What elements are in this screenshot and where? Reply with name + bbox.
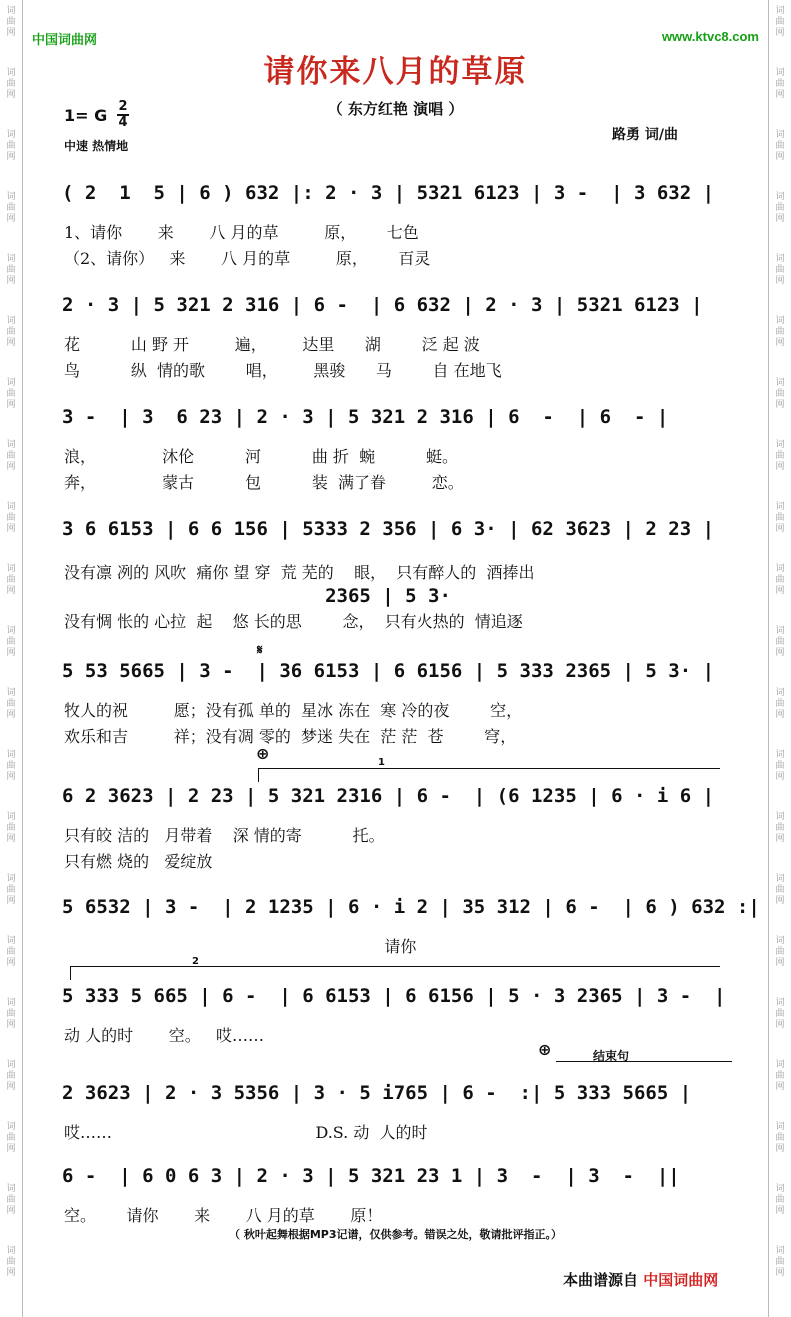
volta-2-bracket-edge xyxy=(70,966,71,980)
notation-row: 6 - | 6 0 6 3 | 2 · 3 | 5 321 23 1 | 3 - | 3 - || xyxy=(62,1165,680,1187)
watermark-text: 词 曲 网 xyxy=(775,936,785,968)
volta-1-bracket-edge xyxy=(258,768,259,782)
source-credit-text: 本曲谱源自 xyxy=(563,1271,639,1289)
watermark-text: 词 曲 网 xyxy=(6,378,16,410)
lyric-line: 鸟 纵 情的歌 唱， 黑骏 马 自 在地飞 xyxy=(64,361,502,380)
time-signature-top: 2 xyxy=(118,99,128,114)
song-title: 请你来八月的草原 xyxy=(263,54,528,90)
watermark-text: 词 曲 网 xyxy=(775,68,785,100)
lyric-line: 没有惆 怅的 心拉 起 悠 长的思 念， 只有火热的 情追逐 xyxy=(64,612,523,631)
source-credit-site[interactable]: 中国词曲网 xyxy=(643,1271,719,1289)
coda-sign-end-icon: ⊕ xyxy=(538,1040,552,1059)
watermark-text: 词 曲 网 xyxy=(6,6,16,38)
site-url-right[interactable]: www.ktvc8.com xyxy=(661,29,759,44)
watermark-text: 词 曲 网 xyxy=(6,316,16,348)
watermark-text: 词 曲 网 xyxy=(775,1060,785,1092)
watermark-text: 词 曲 网 xyxy=(6,688,16,720)
site-logo-left[interactable]: 中国词曲网 xyxy=(32,33,98,48)
watermark-text: 词 曲 网 xyxy=(775,812,785,844)
watermark-text: 词 曲 网 xyxy=(775,564,785,596)
transcription-note: （ 秋叶起舞根据MP3记谱，仅供参考。错误之处，敬请批评指正。） xyxy=(229,1228,562,1241)
lyric-line: 空。 请你 来 八 月的草 原！ xyxy=(64,1206,383,1225)
watermark-text: 词 曲 网 xyxy=(6,502,16,534)
right-margin-strip xyxy=(768,0,791,1317)
source-credit xyxy=(563,1269,718,1290)
volta-1-bracket xyxy=(258,768,720,769)
watermark-text: 词 曲 网 xyxy=(775,130,785,162)
watermark-text: 词 曲 网 xyxy=(6,68,16,100)
segno-sign-icon: 𝄋 xyxy=(257,643,263,658)
lyric-line: 哎…… D.S. 动 人的时 xyxy=(64,1123,428,1142)
performer-line: （ 东方红艳 演唱 ） xyxy=(327,100,464,118)
volta-2-bracket xyxy=(70,966,720,967)
watermark-text: 词 曲 网 xyxy=(6,874,16,906)
lyric-line: 欢乐和吉 祥；没有凋 零的 梦迷 失在 茫 茫 苍 穹， xyxy=(64,727,517,746)
watermark-text: 词 曲 网 xyxy=(6,440,16,472)
lyric-line: 花 山 野 开 遍， 达里 湖 泛 起 波 xyxy=(64,335,480,354)
lyric-line: 只有皎 洁的 月带着 深 情的寄 托。 xyxy=(64,826,385,845)
watermark-text: 词 曲 网 xyxy=(775,6,785,38)
watermark-text: 词 曲 网 xyxy=(775,192,785,224)
watermark-text: 词 曲 网 xyxy=(775,1246,785,1278)
left-margin-strip xyxy=(0,0,23,1317)
watermark-text: 词 曲 网 xyxy=(6,1184,16,1216)
notation-row: 3 6 6153 | 6 6 156 | 5333 2 356 | 6 3· | 62 3623 | 2 23 | xyxy=(62,518,715,540)
watermark-text: 词 曲 网 xyxy=(6,750,16,782)
watermark-text: 词 曲 网 xyxy=(6,130,16,162)
watermark-text: 词 曲 网 xyxy=(775,688,785,720)
watermark-text: 词 曲 网 xyxy=(775,254,785,286)
watermark-text: 词 曲 网 xyxy=(775,874,785,906)
notation-row: 5 333 5 665 | 6 - | 6 6153 | 6 6156 | 5 · 3 2365 | 3 - | xyxy=(62,985,726,1007)
watermark-text: 词 曲 网 xyxy=(775,1184,785,1216)
lyric-line: 请你 xyxy=(64,937,417,956)
time-signature-bottom: 4 xyxy=(118,115,128,130)
key-signature: 1= G xyxy=(64,106,108,125)
volta-1-label: 1 xyxy=(378,757,385,768)
coda-ending-line xyxy=(556,1061,732,1062)
watermark-text: 词 曲 网 xyxy=(775,1122,785,1154)
tempo-marking: 中速 热情地 xyxy=(64,139,129,153)
watermark-text: 词 曲 网 xyxy=(6,936,16,968)
coda-sign-icon: ⊕ xyxy=(256,744,270,763)
lyric-line: 奔， 蒙古 包 装 满了眷 恋。 xyxy=(64,473,464,492)
notation-row: ( 2 1 5 | 6 ) 632 |: 2 · 3 | 5321 6123 | 3 - | 3 632 | xyxy=(62,182,715,204)
lyric-line: 牧人的祝 愿；没有孤 单的 星冰 冻在 寒 冷的夜 空， xyxy=(64,701,523,720)
watermark-text: 词 曲 网 xyxy=(6,564,16,596)
watermark-text: 词 曲 网 xyxy=(775,316,785,348)
watermark-text: 词 曲 网 xyxy=(775,502,785,534)
notation-row: 2 · 3 | 5 321 2 316 | 6 - | 6 632 | 2 · 3 | 5321 6123 | xyxy=(62,294,703,316)
lyric-line: 没有凛 冽的 风吹 痛你 望 穿 荒 芜的 眼， 只有醉人的 酒捧出 xyxy=(64,563,535,582)
watermark-text: 词 曲 网 xyxy=(6,192,16,224)
notation-row: 2 3623 | 2 · 3 5356 | 3 · 5 i765 | 6 - :| 5 333 5665 | xyxy=(62,1082,692,1104)
time-signature xyxy=(117,100,129,130)
lyric-line: （2、请你） 来 八 月的草 原， 百灵 xyxy=(64,249,431,268)
notation-row: 3 - | 3 6 23 | 2 · 3 | 5 321 2 316 | 6 - | 6 - | xyxy=(62,406,669,428)
lyric-line: 只有燃 烧的 爱绽放 xyxy=(64,852,213,871)
watermark-text: 词 曲 网 xyxy=(6,1122,16,1154)
watermark-text: 词 曲 网 xyxy=(775,440,785,472)
lyric-line: 浪， 沐伦 河 曲 折 蜿 蜓。 xyxy=(64,447,458,466)
lyricist-composer: 路勇 词/曲 xyxy=(612,127,678,143)
notation-row: 6 2 3623 | 2 23 | 5 321 2316 | 6 - | (6 1235 | 6 · i 6 | xyxy=(62,785,715,807)
watermark-text: 词 曲 网 xyxy=(775,998,785,1030)
watermark-text: 词 曲 网 xyxy=(775,378,785,410)
notation-row: 2365 | 5 3· xyxy=(62,585,451,607)
watermark-text: 词 曲 网 xyxy=(775,626,785,658)
coda-label: 结束句 xyxy=(593,1049,630,1063)
notation-row: 5 53 5665 | 3 - | 36 6153 | 6 6156 | 5 333 2365 | 5 3· | xyxy=(62,660,715,682)
watermark-text: 词 曲 网 xyxy=(6,812,16,844)
watermark-text: 词 曲 网 xyxy=(6,1060,16,1092)
watermark-text: 词 曲 网 xyxy=(6,254,16,286)
watermark-text: 词 曲 网 xyxy=(6,998,16,1030)
lyric-line: 1、请你 来 八 月的草 原， 七色 xyxy=(64,223,419,242)
watermark-text: 词 曲 网 xyxy=(775,750,785,782)
lyric-line: 动 人的时 空。 哎…… xyxy=(64,1026,264,1045)
volta-2-label: 2 xyxy=(192,956,199,967)
watermark-text: 词 曲 网 xyxy=(6,1246,16,1278)
watermark-text: 词 曲 网 xyxy=(6,626,16,658)
notation-row: 5 6532 | 3 - | 2 1235 | 6 · i 2 | 35 312 | 6 - | 6 ) 632 :| xyxy=(62,896,760,918)
